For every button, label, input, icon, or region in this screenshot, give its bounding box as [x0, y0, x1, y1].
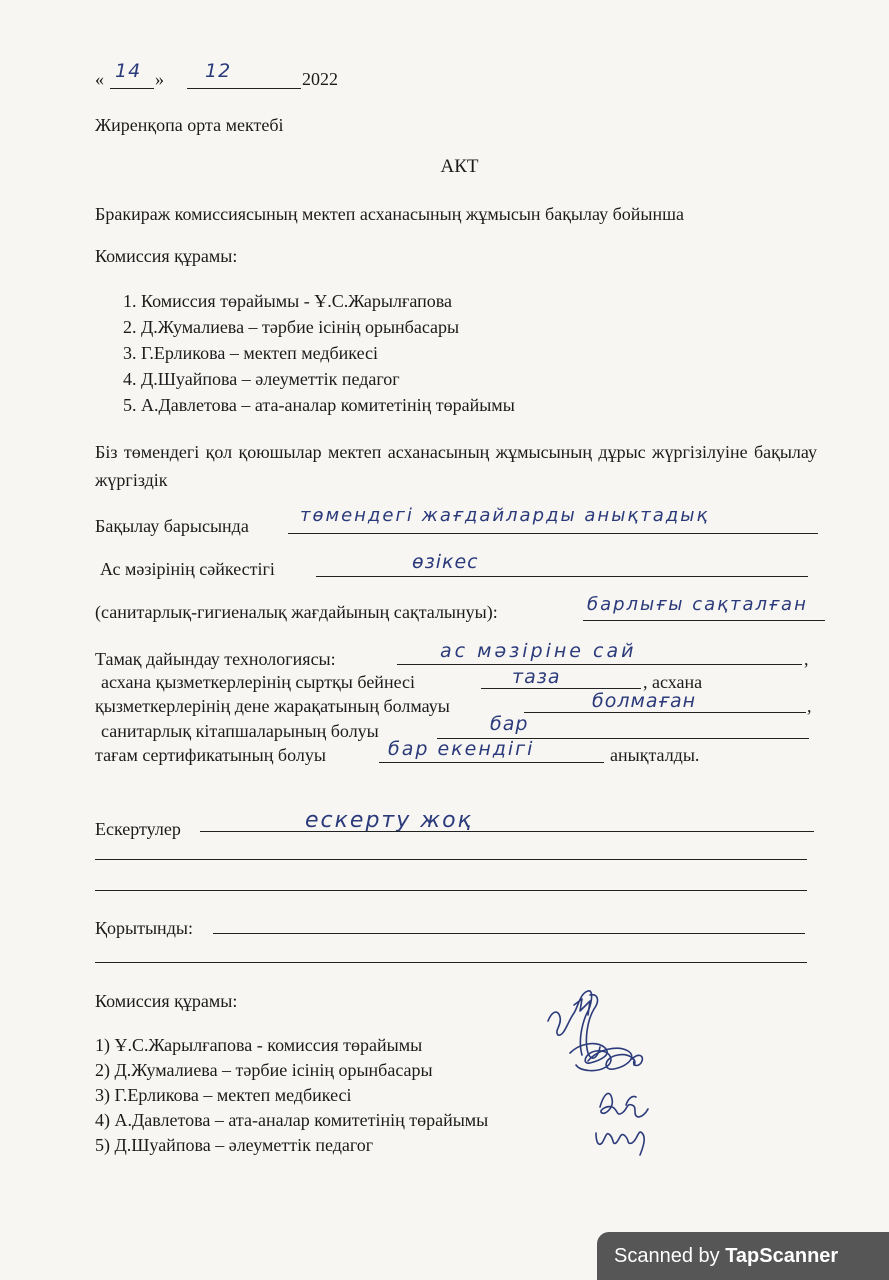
- signatory-item: 2) Д.Жумалиева – тәрбие ісінің орынбасары: [95, 1060, 433, 1080]
- date-day-handwritten: 14: [115, 60, 142, 82]
- certificate-label: тағам сертификатының болуы: [95, 745, 326, 765]
- appearance-handwritten: таза: [512, 666, 561, 688]
- observation-underline: [288, 533, 818, 534]
- menu-handwritten: өзікес: [412, 551, 479, 573]
- commission-member: 1. Комиссия төрайымы - Ұ.С.Жарылғапова: [123, 291, 453, 311]
- menu-label: Ас мәзірінің сәйкестігі: [100, 559, 275, 579]
- tech-handwritten: ас мәзіріне сай: [440, 640, 637, 662]
- injury-handwritten: болмаған: [592, 690, 697, 712]
- signatory-item: 1) Ұ.С.Жарылғапова - комиссия төрайымы: [95, 1035, 423, 1055]
- tapscanner-badge: [597, 1232, 889, 1280]
- sanitary-label: (санитарлық-гигиеналық жағдайының сақталынуы):: [95, 602, 498, 622]
- signatories-heading: Комиссия құрамы:: [95, 991, 238, 1011]
- signatory-item: 5) Д.Шуайпова – әлеуметтік педагог: [95, 1135, 374, 1155]
- document-title: АКТ: [440, 156, 479, 177]
- injury-comma: ,: [807, 696, 812, 716]
- tech-underline: [397, 664, 802, 665]
- sanitary-handwritten: барлығы сақталған: [587, 594, 808, 615]
- handwritten-signatures: [530, 985, 680, 1165]
- conclusion-label: Қорытынды:: [95, 918, 193, 938]
- appearance-underline: [481, 688, 641, 689]
- injury-underline: [524, 712, 806, 713]
- school-name: Жиренқопа орта мектебі: [95, 115, 284, 135]
- remarks-line-3: [95, 890, 807, 891]
- observation-handwritten: төмендегі жағдайларды анықтадық: [300, 505, 710, 526]
- intro-paragraph: Біз төмендегі қол қоюшылар мектеп асханасының жұмысының дұрыс жүргізілуіне бақылау жүргіздік: [95, 442, 817, 490]
- appearance-tail: , асхана: [643, 672, 703, 692]
- date-year: 2022: [302, 69, 338, 89]
- certificate-handwritten: бар екендігі: [388, 738, 535, 760]
- badge-prefix: Scanned by: [614, 1245, 726, 1267]
- document-subtitle: Бракираж комиссиясының мектеп асханасының жұмысын бақылау бойынша: [95, 204, 684, 224]
- commission-member: 5. А.Давлетова – ата-аналар комитетінің төрайымы: [123, 395, 515, 415]
- month-underline: [187, 88, 301, 89]
- tech-label: Тамақ дайындау технологиясы:: [95, 649, 336, 669]
- signatory-item: 4) А.Давлетова – ата-аналар комитетінің төрайымы: [95, 1110, 489, 1130]
- badge-brand: TapScanner: [725, 1245, 839, 1267]
- injury-label: қызметкерлерінің дене жарақатының болмауы: [95, 696, 450, 716]
- commission-heading: Комиссия құрамы:: [95, 246, 238, 266]
- date-month-handwritten: 12: [205, 60, 232, 82]
- books-handwritten: бар: [490, 713, 529, 735]
- appearance-label: асхана қызметкерлерінің сыртқы бейнесі: [101, 672, 415, 692]
- commission-member: 4. Д.Шуайпова – әлеуметтік педагог: [123, 369, 400, 389]
- remarks-label: Ескертулер: [95, 819, 181, 839]
- books-label: санитарлық кітапшаларының болуы: [101, 721, 379, 741]
- sanitary-underline: [583, 620, 825, 621]
- conclusion-underline: [213, 933, 805, 934]
- remarks-underline: [200, 831, 814, 832]
- menu-underline: [316, 576, 808, 577]
- day-underline: [110, 88, 154, 89]
- conclusion-line-2: [95, 962, 807, 963]
- remarks-line-2: [95, 859, 807, 860]
- quote-open: «: [95, 69, 104, 89]
- certificate-tail: анықталды.: [610, 745, 700, 765]
- commission-member: 2. Д.Жумалиева – тәрбие ісінің орынбасары: [123, 317, 460, 337]
- commission-member: 3. Г.Ерликова – мектеп медбикесі: [123, 343, 379, 363]
- observation-label: Бақылау барысында: [95, 516, 249, 536]
- tech-comma: ,: [804, 649, 809, 669]
- signatory-item: 3) Г.Ерликова – мектеп медбикесі: [95, 1085, 352, 1105]
- remarks-handwritten: ескерту жоқ: [305, 808, 473, 833]
- certificate-underline: [379, 762, 604, 763]
- quote-close: »: [155, 69, 164, 89]
